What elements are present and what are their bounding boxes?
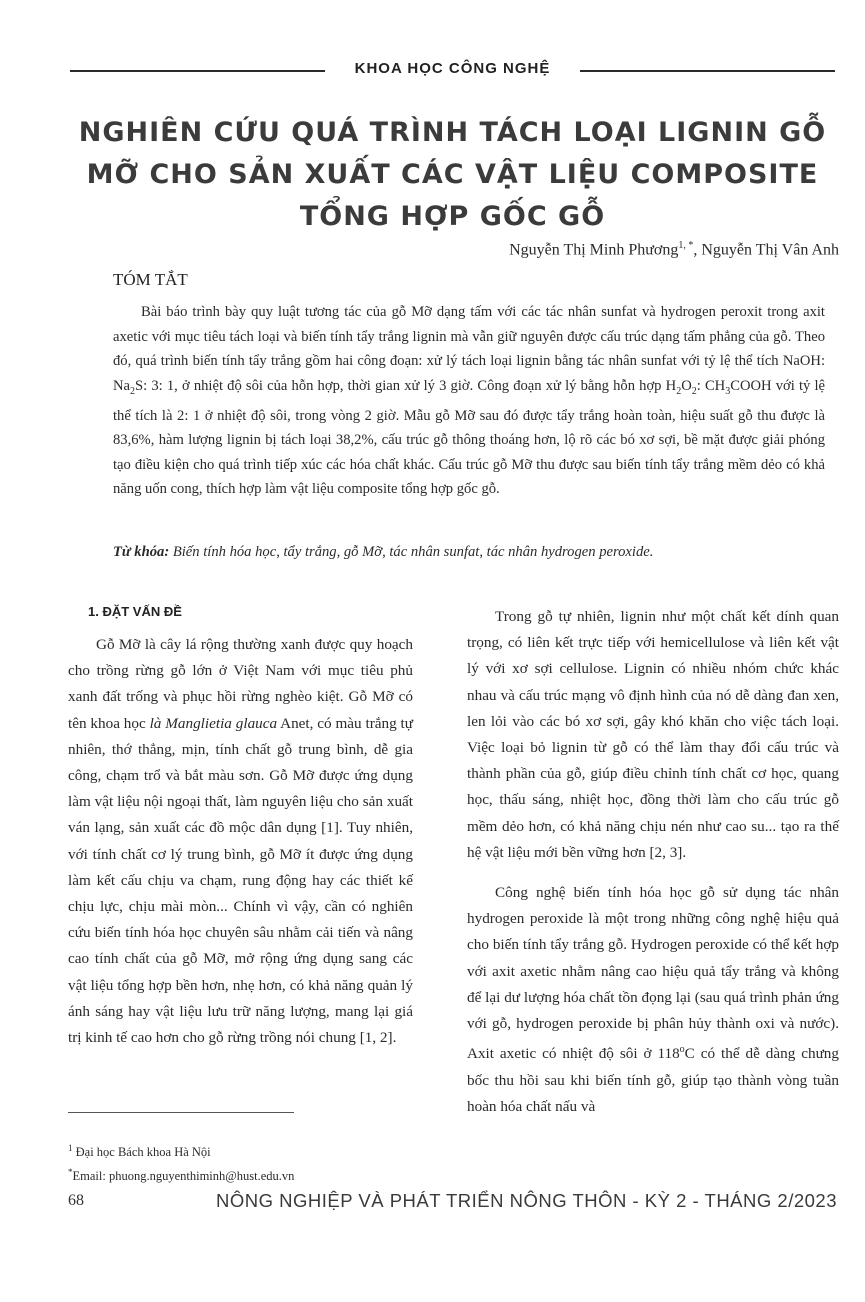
abstract-body: Bài báo trình bày quy luật tương tác của gỗ Mỡ dạng tấm với các tác nhân sunfat và hydrogen peroxit trong axit axetic với mục tiêu tách loại và biến tính tẩy trắng lignin mà vẫn giữ nguyên được cấu trúc dạng tấm phẳng của gỗ. Theo đó, quá trình biến tính tẩy trắng gồm hai công đoạn: xử lý tách loại lignin bằng tác nhân sunfat với tỷ lệ thể tích NaOH: $Na_2S$: 3: 1, ở nhiệt độ sôi của hỗn hợp, thời gian xử lý 3 giờ. Công đoạn xử lý bằng hỗn hợp $H_2O_2$: $CH_3COOH$ với tỷ lệ thể tích là 2: 1 ở nhiệt độ sôi, trong vòng 2 giờ. Mẫu gỗ Mỡ sau đó được tẩy trắng hoàn toàn, hiệu suất gỗ thu được là 83,6%, hàm lượng lignin bị tách loại 38,2%, cấu trúc gỗ thông thoáng hơn, lộ rõ các bó xơ sợi, bề mặt được giải phóng tạo điều kiện cho quá trình tiếp xúc các hóa chất khác. Cấu trúc gỗ Mỡ thu được sau biến tính tẩy trắng mềm dẻo có khả năng uốn cong, thích hợp làm vật liệu composite tổng hợp gốc gỗ. xyxy=(113,304,825,498)
keywords-text: Biến tính hóa học, tẩy trắng, gỗ Mỡ, tác nhân sunfat, tác nhân hydrogen peroxide. xyxy=(169,544,654,560)
section-heading: 1. ĐẶT VẤN ĐỀ xyxy=(88,604,182,619)
author-2: , Nguyễn Thị Vân Anh xyxy=(693,241,839,259)
journal-footer: NÔNG NGHIỆP VÀ PHÁT TRIỂN NÔNG THÔN - KỲ 2 - THÁNG 2/2023 xyxy=(216,1190,837,1211)
author-line xyxy=(509,240,839,259)
footnote-email: *Email: phuong.nguyenthiminh@hust.edu.vn xyxy=(68,1167,295,1184)
author-1: Nguyễn Thị Minh Phương xyxy=(509,241,679,259)
footnote-affiliation: $^1$ Đại học Bách khoa Hà Nội xyxy=(68,1143,211,1160)
paragraph: Gỗ Mỡ là cây lá rộng thường xanh được quy hoạch cho trồng rừng gỗ lớn ở Việt Nam với mục tiêu phủ xanh đất trống và phục hồi rừng nghèo kiệt. Gỗ Mỡ có tên khoa học là Manglietia glauca Anet, có màu trắng tự nhiên, thớ thẳng, mịn, tính chất gỗ trung bình, dễ gia công, chạm trổ và bắt màu sơn. Gỗ Mỡ được ứng dụng làm vật liệu nội ngoại thất, làm nguyên liệu cho sản xuất ván lạng, sản xuất các đồ mộc dân dụng [1]. Tuy nhiên, với tính chất cơ lý trung bình, gỗ Mỡ ít được ứng dụng làm kết cấu chịu va chạm, rung động hay các thiết kế chịu lực, chịu mài mòn... Chính vì vậy, cần có nghiên cứu biến tính hóa học chuyên sâu nhằm cải tiến và nâng cao tính chất của gỗ Mỡ, mở rộng ứng dụng sang các vật liệu tổng hợp bền hơn, nhẹ hơn, có khả năng quản lý ánh sáng hay vật liệu lưu trữ năng lượng, mang lại giá trị kinh tế cao hơn cho gỗ rừng trồng nói chung [1, 2]. xyxy=(68,636,413,1047)
header-rule-left xyxy=(70,70,325,72)
section-label: KHOA HỌC CÔNG NGHỆ xyxy=(354,60,551,77)
running-header xyxy=(70,54,835,84)
footnotes xyxy=(68,1138,294,1186)
body-column-right xyxy=(467,604,839,1120)
keywords-label: Từ khóa: xyxy=(113,544,170,560)
page-number: 68 xyxy=(68,1192,84,1209)
header-rule-right xyxy=(580,70,835,72)
footnote-rule xyxy=(68,1112,294,1113)
article-title: NGHIÊN CỨU QUÁ TRÌNH TÁCH LOẠI LIGNIN GỖ MỠ CHO SẢN XUẤT CÁC VẬT LIỆU COMPOSITE TỔNG HỢP GỐC GỖ xyxy=(78,117,827,232)
keywords xyxy=(113,544,825,561)
body-column-left xyxy=(68,632,413,1051)
author-1-marks: 1, * xyxy=(678,240,694,251)
abstract-heading: TÓM TẮT xyxy=(113,270,188,289)
paragraph: Công nghệ biến tính hóa học gỗ sử dụng tác nhân hydrogen peroxide là một trong những công nghệ hiệu quả cho biến tính tẩy trắng gỗ. Hydrogen peroxide có thể kết hợp với axit axetic nhằm nâng cao hiệu quả tẩy trắng và không để lại dư lượng hóa chất tồn đọng lại (sau quá trình phản ứng với gỗ, hydrogen peroxide bị phân hủy thành oxi và nước). Axit axetic có nhiệt độ sôi ở 118$^o$C có thể dễ dàng chưng bốc thu hồi sau khi biến tính gỗ, giúp tạo thành vòng tuần hoàn hóa chất nấu và xyxy=(467,884,839,1115)
paragraph: Trong gỗ tự nhiên, lignin như một chất kết dính quan trọng, có liên kết trực tiếp với hemicellulose và liên kết vật lý với xơ sợi cellulose. Lignin có nhiều nhóm chức khác nhau và cấu trúc mạng vô định hình của nó dễ dàng đan xen, len lỏi vào các bó xơ sợi, gây khó khăn cho việc tách loại. Việc loại bỏ lignin từ gỗ có thể làm thay đổi cấu trúc và thành phần của gỗ, giúp điều chỉnh tính chất cơ học, quang học, thấu sáng, nhiệt học, đồng thời làm cho cấu trúc gỗ mềm dẻo hơn, có khả năng chịu nén như cao su... tạo ra thế hệ vật liệu mới bền vững hơn [2, 3]. xyxy=(467,608,839,861)
